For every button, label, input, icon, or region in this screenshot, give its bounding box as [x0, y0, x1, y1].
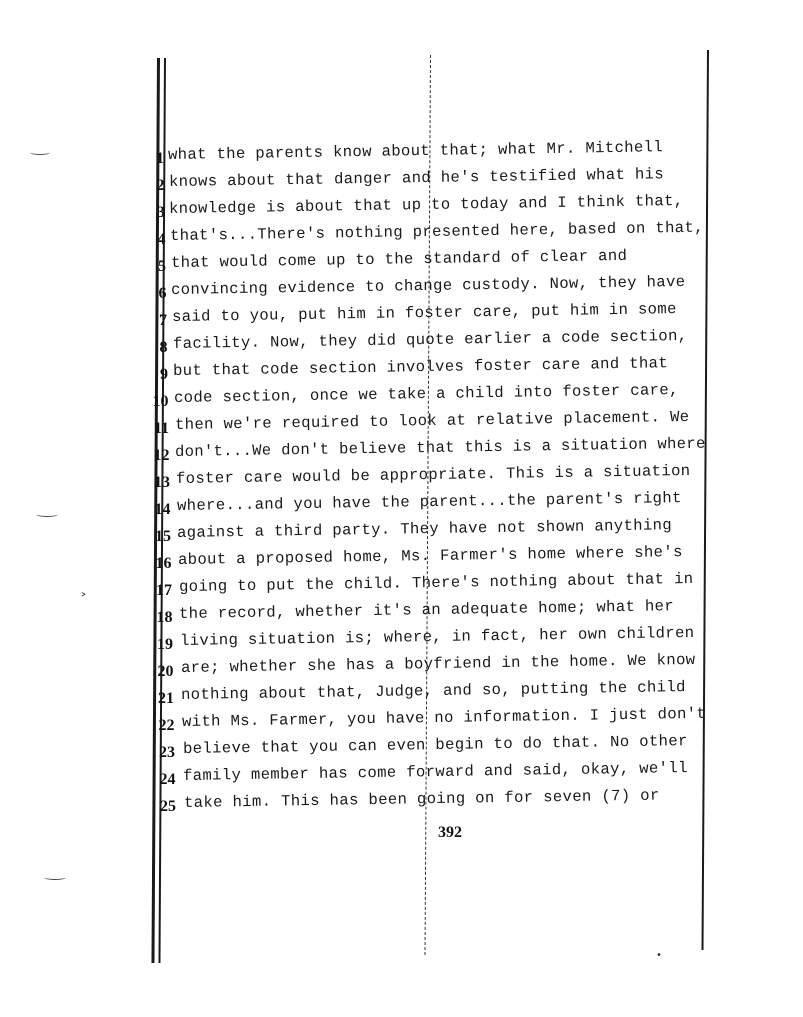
- transcript-line: facility. Now, they did quote earlier a code section,: [172, 326, 688, 353]
- transcript-line: nothing about that, Judge, and so, putting the child: [181, 678, 687, 704]
- transcript-line: foster care would be appropriate. This is a situation: [175, 461, 691, 488]
- line-number: 4: [157, 231, 166, 248]
- line-number: 5: [158, 258, 166, 275]
- line-number: 6: [158, 285, 167, 302]
- line-number: 2: [156, 177, 165, 194]
- line-number: 13: [154, 474, 170, 491]
- line-number: 3: [157, 204, 165, 221]
- transcript-line: believe that you can even begin to do that. No other: [182, 732, 688, 758]
- transcript-line: said to you, put him in foster care, put him in some: [171, 300, 677, 326]
- line-number: 21: [158, 690, 174, 707]
- line-number: 1: [156, 150, 164, 167]
- line-number: 22: [158, 717, 175, 734]
- transcript-line: knowledge is about that up to today and I think that,: [169, 191, 684, 218]
- line-number: 18: [156, 609, 173, 626]
- line-number: 14: [154, 501, 171, 518]
- transcript-line: don't...We don't believe that this is a situation where: [175, 434, 707, 461]
- line-number: 19: [157, 636, 173, 653]
- line-number: 23: [159, 744, 175, 761]
- scan-mark: [30, 150, 50, 155]
- line-number: 12: [153, 447, 170, 464]
- transcript-line: are; whether she has a boyfriend in the home. We know: [180, 650, 696, 677]
- transcript-line: take him. This has been going on for seven (7) or: [183, 786, 660, 812]
- line-number: 24: [159, 771, 176, 788]
- line-number: 16: [155, 555, 172, 572]
- transcript-line: what the parents know about that; what Mr. Mitchell: [167, 138, 664, 164]
- scan-mark: •: [656, 950, 662, 961]
- line-number: 8: [159, 339, 168, 356]
- line-number: 9: [160, 366, 168, 383]
- transcript-line: but that code section involves foster care and that: [173, 354, 669, 380]
- line-number: 7: [159, 312, 167, 329]
- transcript-line: family member has come forward and said, okay, we'll: [183, 759, 689, 785]
- transcript-line: going to put the child. There's nothing about that in: [178, 569, 694, 596]
- transcript-line: against a third party. They have not shown anything: [177, 516, 673, 542]
- right-margin-rule: [702, 50, 709, 950]
- transcript-line: living situation is; where, in fact, her own children: [179, 623, 695, 650]
- line-number: 15: [155, 528, 171, 545]
- transcript-line: about a proposed home, Ms. Farmer's home where she's: [177, 543, 683, 569]
- scan-mark: [44, 875, 66, 880]
- transcript-line: convincing evidence to change custody. Now, they have: [171, 272, 686, 299]
- line-number: 25: [160, 798, 176, 815]
- transcript-line: where...and you have the parent...the parent's right: [176, 489, 682, 515]
- transcript-line: that's...There's nothing presented here, based on that,: [169, 218, 705, 245]
- line-number: 11: [153, 420, 169, 437]
- transcript-line: that would come up to the standard of clear and: [170, 246, 628, 272]
- scan-mark: [36, 512, 58, 517]
- scan-mark: ˃: [80, 592, 87, 608]
- transcript-line: then we're required to look at relative placement. We: [174, 407, 690, 434]
- line-number: 20: [157, 663, 174, 680]
- transcript-line: with Ms. Farmer, you have no information. I just don't: [181, 704, 707, 731]
- line-number: 10: [152, 393, 169, 410]
- transcript-line: knows about that danger and he's testified what his: [168, 165, 664, 191]
- transcript-line: the record, whether it's an adequate home; what her: [179, 597, 675, 623]
- page-number: 392: [438, 824, 462, 841]
- line-number: 17: [156, 582, 172, 599]
- transcript-line: code section, once we take a child into foster care,: [173, 381, 679, 407]
